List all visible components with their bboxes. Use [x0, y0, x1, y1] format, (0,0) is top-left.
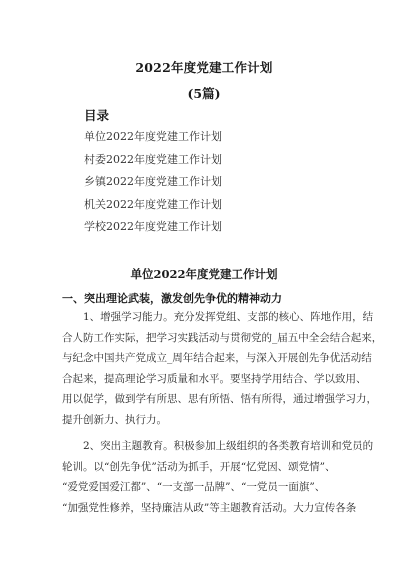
toc-item[interactable]: 单位2022年度党建工作计划 [84, 130, 222, 143]
paragraph-line: 2、突出主题教育。积极参加上级组织的各类教育培训和党员的 [83, 440, 374, 452]
toc-item[interactable]: 乡镇2022年度党建工作计划 [84, 175, 222, 188]
toc-item[interactable]: 学校2022年度党建工作计划 [84, 220, 222, 233]
document-title: 2022年度党建工作计划 [135, 60, 273, 75]
body-paragraph [62, 307, 383, 430]
paragraph-line: 与纪念中国共产党成立_周年结合起来，与深入开展创先争优活动结 [62, 352, 372, 364]
paragraph-line: 1、增强学习能力。充分发挥党组、支部的核心、阵地作用，结 [83, 311, 374, 323]
paragraph-line: “加强党性修养，坚持廉洁从政”等主题教育活动。大力宣传各条 [62, 501, 357, 514]
paragraph-line: 用以促学，做到学有所思、思有所悟、悟有所得，通过增强学习力， [62, 393, 377, 405]
toc-heading: 目录 [84, 108, 110, 123]
document-subtitle: (5篇) [187, 86, 221, 101]
paragraph-line: “爱党爱国爱江都”、“一支部一品牌”、“一党员一面旗”、 [62, 481, 326, 493]
toc-item[interactable]: 机关2022年度党建工作计划 [84, 197, 222, 211]
paragraph-line: 合人防工作实际，把学习实践活动与贯彻党的_届五中全会结合起来， [62, 331, 383, 344]
toc-item[interactable]: 村委2022年度党建工作计划 [84, 152, 222, 166]
paragraph-line: 轮训。以“创先争优”活动为抓手，开展“忆党因、颂党情”、 [62, 460, 336, 473]
table-of-contents [84, 126, 222, 239]
section-title: 单位2022年度党建工作计划 [130, 267, 278, 281]
body-paragraph [62, 436, 374, 518]
paragraph-line: 提升创新力、执行力。 [62, 413, 167, 426]
paragraph-line: 合起来，提高理论学习质量和水平。要坚持学用结合、学以致用、 [62, 372, 367, 385]
section-heading: 一、突出理论武装，激发创先争优的精神动力 [62, 292, 282, 305]
